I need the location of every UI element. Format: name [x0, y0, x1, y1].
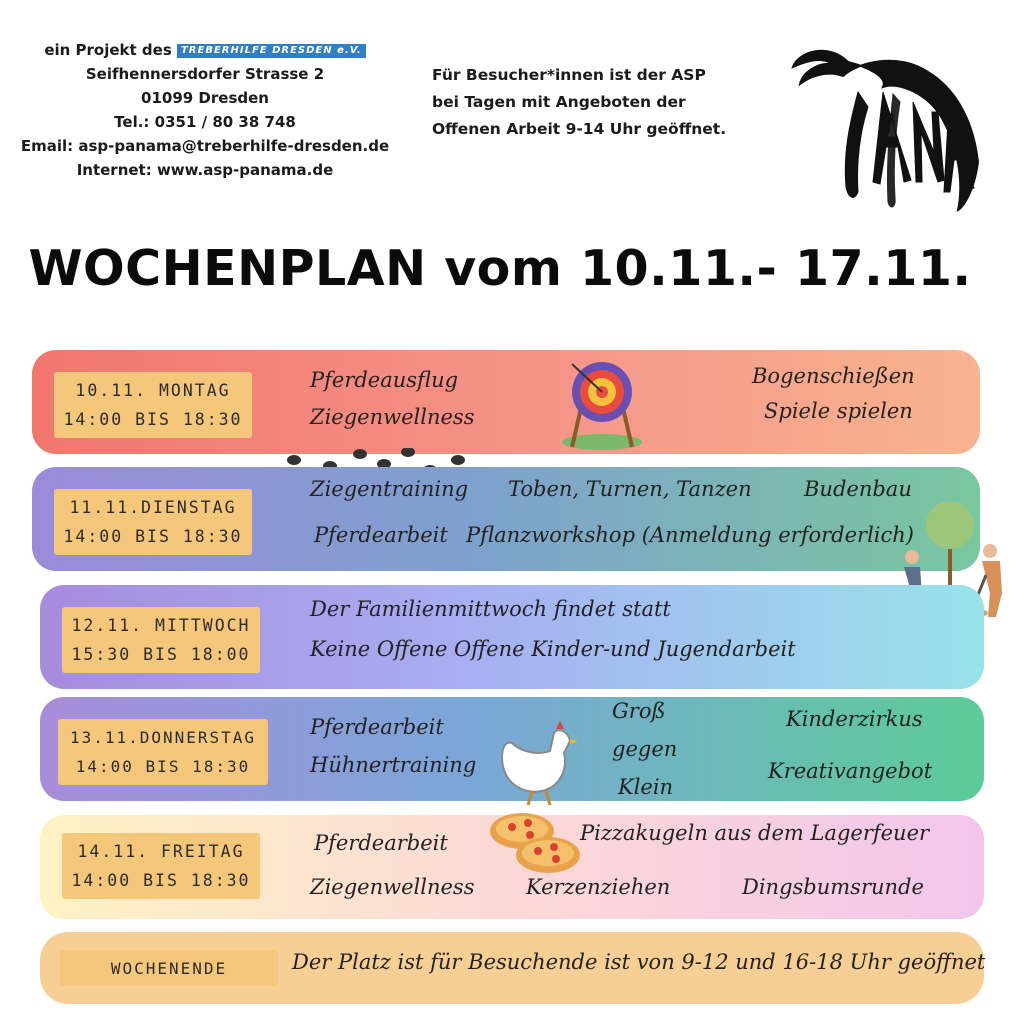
activity: Toben, Turnen, Tanzen: [508, 477, 752, 501]
day-label-box: [62, 607, 260, 673]
activity: Pferdearbeit: [310, 715, 444, 739]
day-date: 13.11.DONNERSTAG: [69, 728, 257, 747]
pizza-icon: [488, 809, 584, 879]
project-prefix: ein Projekt des: [44, 41, 172, 59]
chicken-icon: [492, 717, 582, 807]
day-row-friday: [40, 815, 984, 919]
day-time: 14:00 BIS 18:30: [63, 410, 243, 429]
day-time: 15:30 BIS 18:00: [71, 645, 251, 664]
archery-target-icon: [552, 352, 652, 452]
email: Email: asp-panama@treberhilfe-dresden.de: [20, 137, 390, 155]
activity: Keine Offene Offene Kinder-und Jugendarbeit: [310, 637, 796, 661]
notice-line: bei Tagen mit Angeboten der: [432, 93, 686, 111]
activity: gegen: [612, 737, 678, 761]
day-time: 14:00 BIS 18:30: [71, 871, 251, 890]
day-time: 14:00 BIS 18:30: [75, 757, 251, 776]
notice-line: Offenen Arbeit 9-14 Uhr geöffnet.: [432, 120, 727, 138]
day-time: 14:00 BIS 18:30: [63, 527, 243, 546]
activity: Pferdeausflug: [310, 368, 459, 392]
activity: Pflanzworkshop (Anmeldung erforderlich): [466, 523, 914, 547]
contact-block: [0, 38, 410, 182]
day-row-wednesday: [40, 585, 984, 689]
day-row-tuesday: [32, 467, 980, 571]
page-title: WOCHENPLAN vom 10.11.- 17.11.: [28, 240, 972, 297]
activity: Pferdearbeit: [314, 523, 448, 547]
activity: Pizzakugeln aus dem Lagerfeuer: [580, 821, 930, 845]
day-label-box: [54, 372, 252, 438]
org-badge: TREBERHILFE DRESDEN e.V.: [177, 44, 366, 58]
activity: Klein: [618, 775, 674, 799]
activity: Dingsbumsrunde: [742, 875, 924, 899]
internet: Internet: www.asp-panama.de: [76, 161, 334, 179]
day-label-box: [62, 833, 260, 899]
activity: Hühnertraining: [310, 753, 477, 777]
opening-notice: [432, 62, 752, 143]
activity: Kerzenziehen: [526, 875, 671, 899]
day-date: 14.11. FREITAG: [77, 842, 245, 861]
activity: Budenbau: [804, 477, 912, 501]
city: 01099 Dresden: [141, 89, 269, 107]
phone: Tel.: 0351 / 80 38 748: [114, 113, 296, 131]
activity: Pferdearbeit: [314, 831, 448, 855]
street: Seifhennersdorfer Strasse 2: [85, 65, 325, 83]
activity: Ziegenwellness: [310, 875, 475, 899]
day-label-box: [54, 489, 252, 555]
day-row-monday: [32, 350, 980, 454]
day-date: WOCHENENDE: [110, 958, 228, 978]
day-date: 11.11.DIENSTAG: [69, 498, 237, 517]
activity: Spiele spielen: [764, 399, 913, 423]
weekend-row: [40, 932, 984, 1004]
day-date: 10.11. MONTAG: [75, 381, 231, 400]
activity: Ziegenwellness: [310, 405, 475, 429]
activity: Der Platz ist für Besuchende ist von 9-12 und 16-18 Uhr geöffnet: [292, 950, 986, 974]
panama-logo: [788, 32, 983, 212]
activity: Groß: [612, 699, 666, 723]
day-row-thursday: [40, 697, 984, 801]
activity: Kreativangebot: [768, 759, 933, 783]
day-label-box: [60, 950, 278, 986]
notice-line: Für Besucher*innen ist der ASP: [432, 66, 706, 84]
activity: Kinderzirkus: [786, 707, 923, 731]
day-label-box: [58, 719, 268, 785]
activity: Der Familienmittwoch findet statt: [310, 597, 671, 621]
project-line: [0, 38, 410, 62]
day-date: 12.11. MITTWOCH: [71, 616, 251, 635]
activity: Ziegentraining: [310, 477, 469, 501]
activity: Bogenschießen: [752, 364, 915, 388]
